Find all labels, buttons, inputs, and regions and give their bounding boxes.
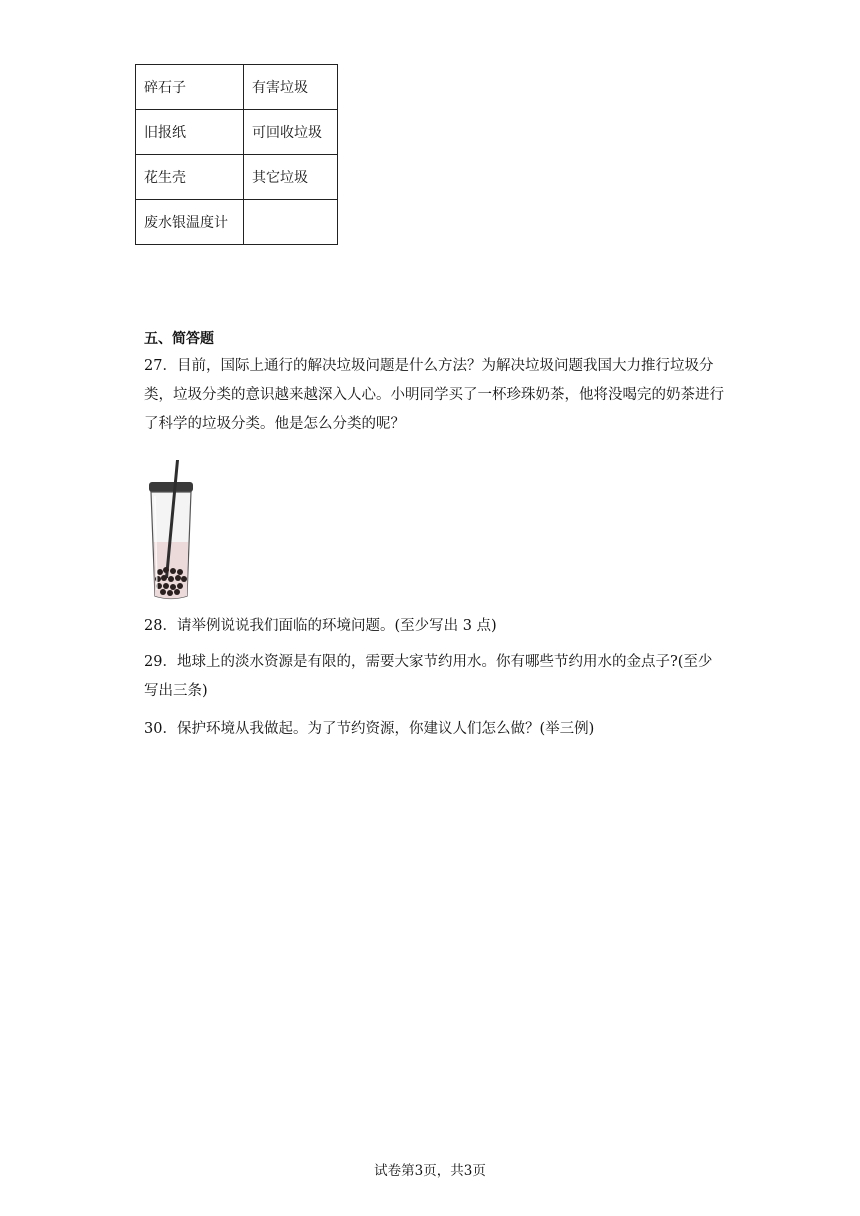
bubble-tea-cup-icon (146, 460, 196, 602)
table-cell-category: 有害垃圾 (244, 65, 338, 110)
table-row (136, 155, 338, 200)
question-30: 30．保护环境从我做起。为了节约资源，你建议人们怎么做？(举三例) (144, 721, 595, 737)
table-row (136, 110, 338, 155)
table-row (136, 65, 338, 110)
question-28: 28．请举例说说我们面临的环境问题。(至少写出 3 点) (144, 618, 497, 634)
page-footer: 试卷第3页，共3页 (374, 1163, 486, 1179)
table-cell-item: 花生壳 (136, 155, 244, 200)
table-cell-item: 旧报纸 (136, 110, 244, 155)
table-cell-category: 其它垃圾 (244, 155, 338, 200)
section-title: 五、简答题 (144, 331, 214, 347)
question-29: 29．地球上的淡水资源是有限的，需要大家节约用水。你有哪些节约用水的金点子?(至少写出三条) (144, 654, 713, 699)
table-cell-category: 可回收垃圾 (244, 110, 338, 155)
table-cell-item: 碎石子 (136, 65, 244, 110)
table-cell-item: 废水银温度计 (136, 200, 244, 245)
table-cell-category (244, 200, 338, 245)
table-row (136, 200, 338, 245)
question-27: 27．目前，国际上通行的解决垃圾问题是什么方法？为解决垃圾问题我国大力推行垃圾分类，垃圾分类的意识越来越深入人心。小明同学买了一杯珍珠奶茶，他将没喝完的奶茶进行了科学的垃圾分类。他是怎么分类的呢？ (144, 358, 724, 432)
garbage-matching-table (135, 64, 338, 245)
